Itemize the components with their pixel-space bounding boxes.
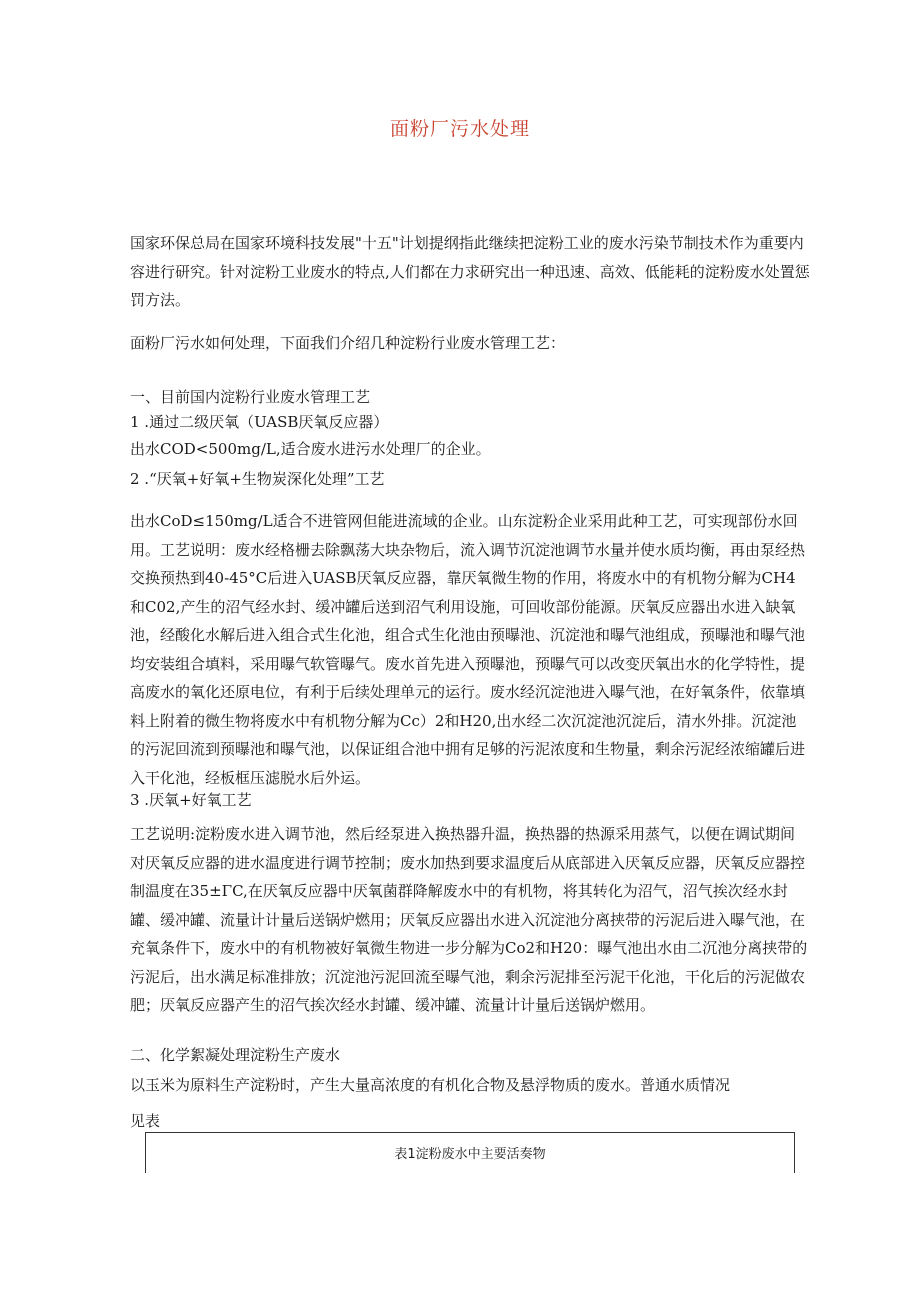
item1-text: 出水COD<500mg∕L,适合废水进污水处理厂的企业。 <box>130 440 491 458</box>
table-frame <box>145 1132 795 1173</box>
see-table-text: 见表 <box>130 1112 161 1130</box>
section2-heading: 二、化学絮凝处理淀粉生产废水 <box>130 1046 341 1064</box>
item2-heading: 2 .“厌氧+好氧+生物炭深化处理”工艺 <box>130 470 385 488</box>
section1-heading: 一、目前国内淀粉行业废水管理工艺 <box>130 388 371 406</box>
section2-text: 以玉米为原料生产淀粉时，产生大量高浓度的有机化合物及悬浮物质的废水。普通水质情况 <box>130 1076 731 1094</box>
document-title: 面粉厂污水处理 <box>389 118 530 140</box>
intro-paragraph: 国家环保总局在国家环境科技发展"十五"计划提纲指此继续把淀粉工业的废水污染节制技术作为重要内容进行研究。针对淀粉工业废水的特点,人们都在力求研究出一种迅速、高效、低能耗的淀粉废水处置惩罚方法。 <box>130 234 810 309</box>
item3-heading: 3 .厌氧+好氧工艺 <box>130 791 252 809</box>
lead-paragraph: 面粉厂污水如何处理，下面我们介绍几种淀粉行业废水管理工艺： <box>130 334 566 352</box>
item3-text: 工艺说明:淀粉废水进入调节池，然后经泵进入换热器升温，换热器的热源采用蒸气，以便在调试期间对厌氧反应器的进水温度进行调节控制；废水加热到要求温度后从底部进入厌氧反应器，厌氧反应器控制温度在35±ΓC,在厌氧反应器中厌氧菌群降解废水中的有机物，将其转化为沼气，沼气挨次经水封罐、缓冲罐、流量计计量后送锅炉燃用；厌氧反应器出水进入沉淀池分离挟带的污泥后进入曝气池，在充氧条件下，废水中的有机物被好氧微生物进一步分解为Co2和H20：曝气池出水由二沉池分离挟带的污泥后，出水满足标准排放；沉淀池污泥回流至曝气池，剩余污泥排至污泥干化池，干化后的污泥做农肥；厌氧反应器产生的沼气挨次经水封罐、缓冲罐、流量计计量后送锅炉燃用。 <box>130 825 808 1014</box>
table-caption: 表1淀粉废水中主要活奏物 <box>394 1147 546 1162</box>
item1-heading: 1 .通过二级厌氧（UASB厌氧反应器） <box>130 413 389 431</box>
item2-text: 出水CoD≤150mg∕L适合不进管网但能进流域的企业。山东淀粉企业采用此种工艺，可实现部份水回用。工艺说明：废水经格栅去除飘荡大块杂物后，流入调节沉淀池调节水量并使水质均衡，再由泵经热交换预热到40-45°C后进入UASB厌氧反应器，靠厌氧微生物的作用，将废水中的有机物分解为CH4和C02,产生的沼气经水封、缓冲罐后送到沼气利用设施，可回收部份能源。厌氧反应器出水进入缺氧池，经酸化水解后进入组合式生化池，组合式生化池由预曝池、沉淀池和曝气池组成，预曝池和曝气池均安装组合填料，采用曝气软管曝气。废水首先进入预曝池，预曝气可以改变厌氧出水的化学特性，提高废水的氧化还原电位，有利于后续处理单元的运行。废水经沉淀池进入曝气池，在好氧条件，依靠填料上附着的微生物将废水中有机物分解为Cc）2和H20,出水经二次沉淀池沉淀后，清水外排。沉淀池的污泥回流到预曝池和曝气池，以保证组合池中拥有足够的污泥浓度和生物量，剩余污泥经浓缩罐后进入干化池，经板框压滤脱水后外运。 <box>130 512 806 787</box>
